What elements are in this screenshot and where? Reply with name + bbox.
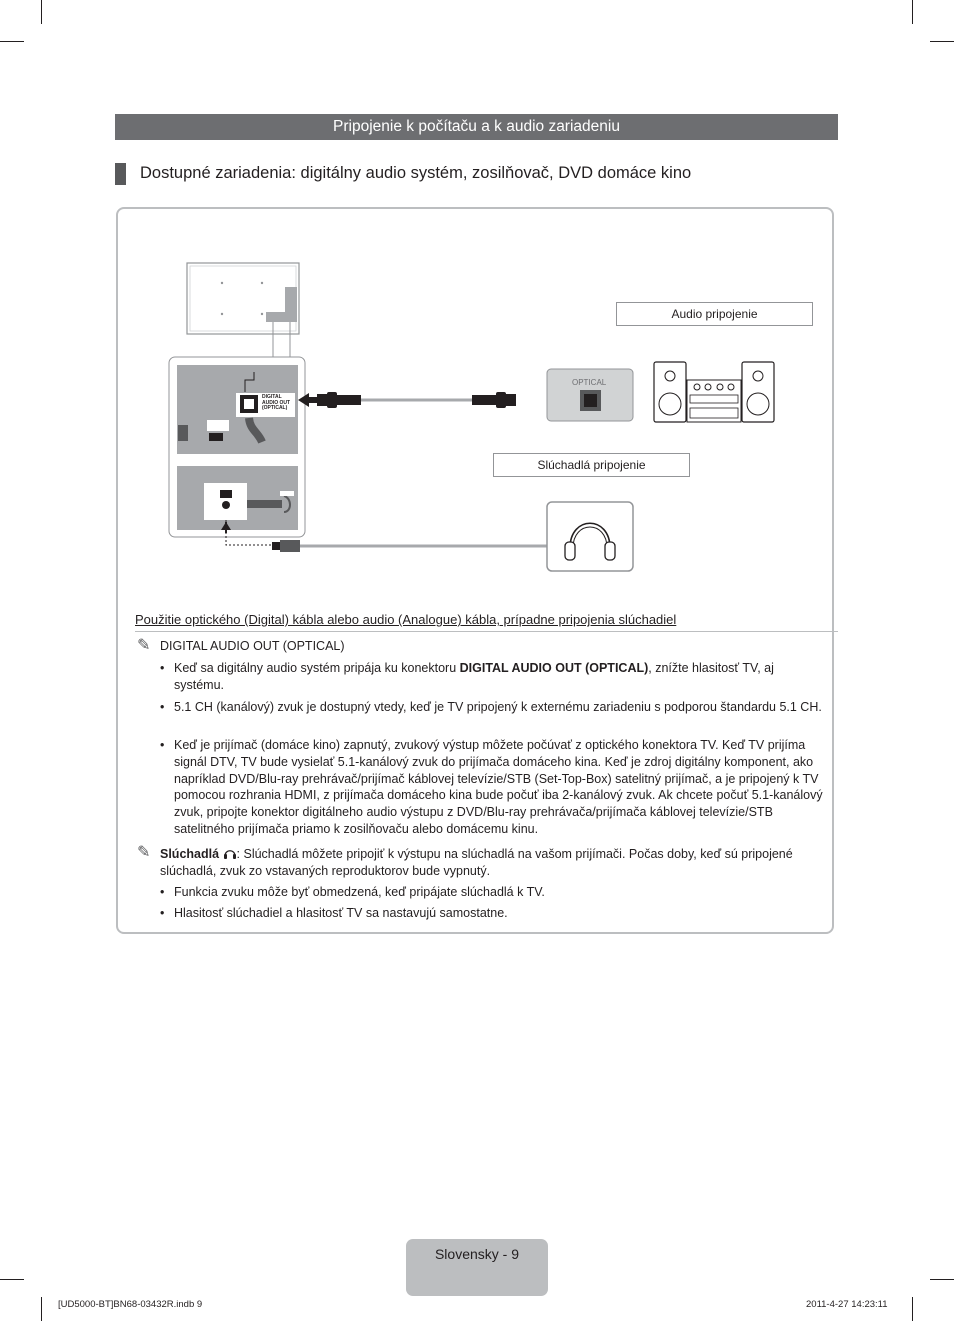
headphone-icon xyxy=(223,847,237,859)
note-title: DIGITAL AUDIO OUT (OPTICAL) xyxy=(160,639,345,653)
headphone-note-title: Slúchadlá xyxy=(160,847,220,861)
bullet-icon: • xyxy=(160,700,165,714)
tv-panel-closeup xyxy=(169,357,305,545)
bullet-icon: • xyxy=(160,661,165,675)
headphone-connection-label: Slúchadlá pripojenie xyxy=(493,453,690,477)
tv-port-label xyxy=(262,395,290,412)
home-theater-illustration xyxy=(654,362,774,422)
section-title: Dostupné zariadenia: digitálny audio systém, zosilňovač, DVD domáce kino xyxy=(140,164,692,182)
optical-cable xyxy=(298,392,516,408)
tv-port-label-line1: DIGITAL xyxy=(262,394,282,400)
print-timestamp: 2011-4-27 14:23:11 xyxy=(806,1299,888,1310)
crop-mark xyxy=(912,1297,913,1321)
note-bullet: Funkcia zvuku môže byť obmedzená, keď pripájate slúchadlá k TV. xyxy=(174,885,545,899)
usage-heading: Použitie optického (Digital) kábla alebo audio (Analogue) kábla, prípadne pripojenia slúchadiel xyxy=(135,612,677,627)
tv-back-illustration xyxy=(187,263,299,357)
optical-port-device xyxy=(547,369,633,421)
bullet-text: , znížte hlasitosť TV, aj systému. xyxy=(174,661,774,692)
crop-mark xyxy=(41,1297,42,1321)
headphones-illustration xyxy=(547,502,633,571)
optical-device-label: OPTICAL xyxy=(572,378,607,387)
crop-mark xyxy=(930,1279,954,1280)
headphone-cable xyxy=(272,540,547,552)
note-bullet: Keď je prijímač (domáce kino) zapnutý, zvukový výstup môžete počúvať z optického konektora TV. Keď TV prijíma signál DTV, TV bude vysielať 5.1-kanálový zvuk do prijímača domáceho kina. Keď je zdroj digitálny komponent, ako napríklad DVD/Blu-ray prehrávač/prijímač káblovej televízie/STB (Set-Top-Box) satelitný prijímač, a je pripojený k TV pomocou rozhrania HDMI, z prijímača domáceho kina bude počuť iba 2-kanálový zvuk. Ak chcete počuť 5.1-kanálový zvuk, pripojte konektor digitálneho audio výstupu z DVD/Blu-ray prehrávača/prijímača káblovej televízie/STB satelitného prijímača priamo k zosilňovaču alebo domácemu kinu. xyxy=(174,738,823,836)
note-bullet: Hlasitosť slúchadiel a hlasitosť TV sa nastavujú samostatne. xyxy=(174,906,508,920)
tv-port-label-line3: (OPTICAL) xyxy=(262,405,288,411)
bullet-bold-text: DIGITAL AUDIO OUT (OPTICAL) xyxy=(459,661,649,675)
bullet-icon: • xyxy=(160,906,165,920)
file-reference: [UD5000-BT]BN68-03432R.indb 9 xyxy=(58,1299,203,1310)
note-bullet: 5.1 CH (kanálový) zvuk je dostupný vtedy, keď je TV pripojený k externému zariadeniu s podporou štandardu 5.1 CH. xyxy=(174,700,822,714)
crop-mark xyxy=(0,1279,24,1280)
page-number: Slovensky - 9 xyxy=(434,1246,520,1262)
note-bullet xyxy=(174,660,824,694)
chapter-header: Pripojenie k počítaču a k audio zariadeniu xyxy=(115,114,838,140)
bullet-text: Keď sa digitálny audio systém pripája ku konektoru xyxy=(174,661,460,675)
headphone-note-text: : Slúchadlá môžete pripojiť k výstupu na slúchadlá na vašom prijímači. Počas doby, keď sú pripojené slúchadlá, zvuk zo vstavaných reproduktorov bude vypnutý. xyxy=(160,847,793,878)
pencil-icon: ✎ xyxy=(137,844,151,861)
pencil-icon: ✎ xyxy=(137,637,151,654)
tv-port-label-line2: AUDIO OUT xyxy=(262,399,291,406)
divider xyxy=(135,631,838,632)
bullet-icon: • xyxy=(160,885,165,899)
audio-connection-label: Audio pripojenie xyxy=(616,302,813,326)
headphone-note xyxy=(160,846,830,880)
bullet-icon: • xyxy=(160,738,165,752)
